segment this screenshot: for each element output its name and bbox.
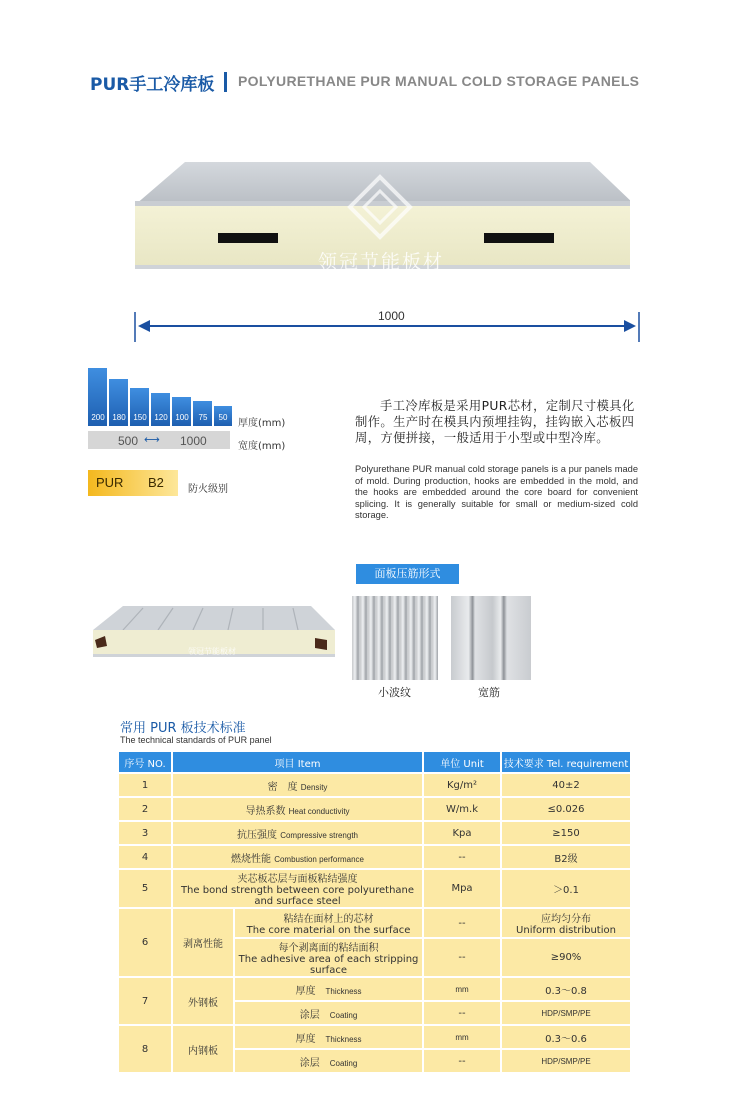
row-item — [173, 798, 422, 820]
row-item — [173, 870, 422, 907]
page-subtitle: POLYURETHANE PUR MANUAL COLD STORAGE PANELS — [238, 73, 640, 89]
fire-rating-label: 防火级别 — [188, 484, 228, 495]
row-req: 40±2 — [502, 774, 630, 796]
wide-rib-label: 宽筋 — [478, 686, 500, 699]
width-label: 宽度(mm) — [238, 441, 286, 452]
row-req: HDP/SMP/PE — [502, 1002, 630, 1024]
title-divider — [224, 72, 227, 92]
item-cn: 抗压强度 — [237, 829, 277, 841]
row-no: 8 — [119, 1026, 171, 1072]
row-group: 外钢板 — [173, 978, 233, 1024]
item-en: Heat conductivity — [288, 806, 350, 816]
row-req: 0.3～0.6 — [502, 1026, 630, 1048]
row-req: ＞0.1 — [502, 870, 630, 907]
row-req: HDP/SMP/PE — [502, 1050, 630, 1072]
row-no: 4 — [119, 846, 171, 868]
row-req: 0.3～0.8 — [502, 978, 630, 1000]
hook-slot-right — [484, 233, 554, 243]
item-en: Compressive strength — [280, 830, 358, 840]
panel-top-edge — [135, 201, 630, 206]
item-en: The bond strength between core polyurethane and surface steel — [180, 885, 415, 907]
thickness-value: 75 — [198, 413, 208, 422]
item-cn: 燃烧性能 — [231, 853, 271, 865]
row-unit: Mpa — [424, 870, 500, 907]
item-cn: 粘结在面材上的芯材 — [283, 914, 374, 925]
thickness-value: 180 — [112, 413, 126, 422]
row-item — [235, 939, 422, 976]
width-dimension-label: 1000 — [378, 309, 405, 323]
row-item — [235, 1002, 422, 1024]
row-unit: W/m.k — [424, 798, 500, 820]
header-unit: 单位 Unit — [424, 752, 500, 772]
row-group: 剥离性能 — [173, 909, 233, 976]
item-cn: 厚度 — [295, 985, 316, 997]
row-unit: -- — [424, 1050, 500, 1072]
row-unit: Kpa — [424, 822, 500, 844]
row-item — [173, 774, 422, 796]
fire-level: B2 — [148, 475, 164, 490]
row-req: ≥150 — [502, 822, 630, 844]
table-header-row — [119, 752, 630, 772]
item-en: Density — [300, 782, 328, 792]
description-cn: 手工冷库板是采用PUR芯材，定制尺寸模具化制作。生产时在模具内预埋挂钩，挂钩嵌入芯板四周，方便拼接，一般适用于小型或中型冷库。 — [355, 399, 635, 445]
thickness-value: 100 — [175, 413, 189, 422]
item-en: Combustion performance — [274, 854, 365, 864]
thickness-label: 厚度(mm) — [238, 418, 286, 429]
table-row — [119, 822, 630, 844]
rib-pattern-header: 面板压筋形式 — [356, 564, 459, 584]
item-en: The adhesive area of each stripping surface — [238, 954, 419, 976]
row-item — [235, 1050, 422, 1072]
row-item — [235, 1026, 422, 1048]
header-req: 技术要求 Tel. requirement — [502, 752, 630, 772]
wide-rib-swatch — [451, 596, 531, 680]
panel-top-face — [135, 162, 630, 205]
item-en: Thickness — [325, 986, 362, 996]
row-req: ≤0.026 — [502, 798, 630, 820]
small-wave-swatch — [352, 596, 438, 680]
table-row — [119, 774, 630, 796]
req-en: Uniform distribution — [516, 925, 616, 936]
thickness-value: 200 — [91, 413, 105, 422]
row-unit: -- — [424, 846, 500, 868]
item-en: Coating — [329, 1010, 358, 1020]
row-no: 1 — [119, 774, 171, 796]
width-min: 500 — [118, 434, 139, 448]
row-no: 7 — [119, 978, 171, 1024]
row-req — [502, 909, 630, 937]
row-no: 6 — [119, 909, 171, 976]
thickness-value: 120 — [154, 413, 168, 422]
item-cn: 每个剥离面的粘结面积 — [278, 943, 379, 954]
panel-watermark: 领冠节能板材 — [318, 251, 445, 273]
table-row — [119, 978, 630, 1000]
table-row — [119, 909, 630, 937]
row-unit: mm — [424, 978, 500, 1000]
table-title: 常用 PUR 板技术标准 — [120, 721, 246, 736]
header-no: 序号 NO. — [119, 752, 171, 772]
double-arrow-icon: ⟷ — [144, 433, 160, 446]
row-item — [235, 978, 422, 1000]
row-no: 5 — [119, 870, 171, 907]
row-unit: -- — [424, 939, 500, 976]
table-row — [119, 1026, 630, 1048]
item-en: Thickness — [325, 1034, 362, 1044]
row-unit: Kg/m² — [424, 774, 500, 796]
row-item — [173, 846, 422, 868]
table-subtitle: The technical standards of PUR panel — [120, 735, 272, 745]
row-item — [235, 909, 422, 937]
item-cn: 涂层 — [299, 1057, 320, 1069]
description-en: Polyurethane PUR manual cold storage panels is a pur panels made of mold. During production, hooks are embedded in the mold, and the hooks are embedded around the core board for convenient splicing. It is generally suitable for small or medium-sized cold storage. — [355, 464, 638, 520]
row-item — [173, 822, 422, 844]
thickness-value: 50 — [218, 413, 228, 422]
width-max: 1000 — [180, 434, 207, 448]
hook-slot-left — [218, 233, 278, 243]
item-cn: 厚度 — [295, 1033, 316, 1045]
row-group: 内钢板 — [173, 1026, 233, 1072]
item-en: Coating — [329, 1058, 358, 1068]
item-cn: 导热系数 — [245, 805, 286, 817]
table-row — [119, 846, 630, 868]
item-cn: 夹芯板芯层与面板粘结强度 — [237, 874, 358, 885]
header-item: 项目 Item — [173, 752, 422, 772]
req-cn: 应均匀分布 — [541, 914, 592, 925]
fire-material: PUR — [96, 475, 124, 490]
row-unit: -- — [424, 909, 500, 937]
page-title: PUR手工冷库板 — [90, 75, 215, 95]
tech-standards-table — [117, 750, 632, 1074]
thickness-value: 150 — [133, 413, 147, 422]
small-wave-label: 小波纹 — [378, 686, 411, 699]
row-no: 3 — [119, 822, 171, 844]
row-req: ≥90% — [502, 939, 630, 976]
item-cn: 涂层 — [299, 1009, 320, 1021]
item-en: The core material on the surface — [246, 925, 411, 936]
table-row — [119, 870, 630, 907]
item-cn: 密 度 — [267, 781, 298, 793]
row-unit: mm — [424, 1026, 500, 1048]
table-row — [119, 798, 630, 820]
panel-watermark-small: 领冠节能板材 — [188, 647, 236, 656]
row-no: 2 — [119, 798, 171, 820]
row-unit: -- — [424, 1002, 500, 1024]
row-req: B2级 — [502, 846, 630, 868]
